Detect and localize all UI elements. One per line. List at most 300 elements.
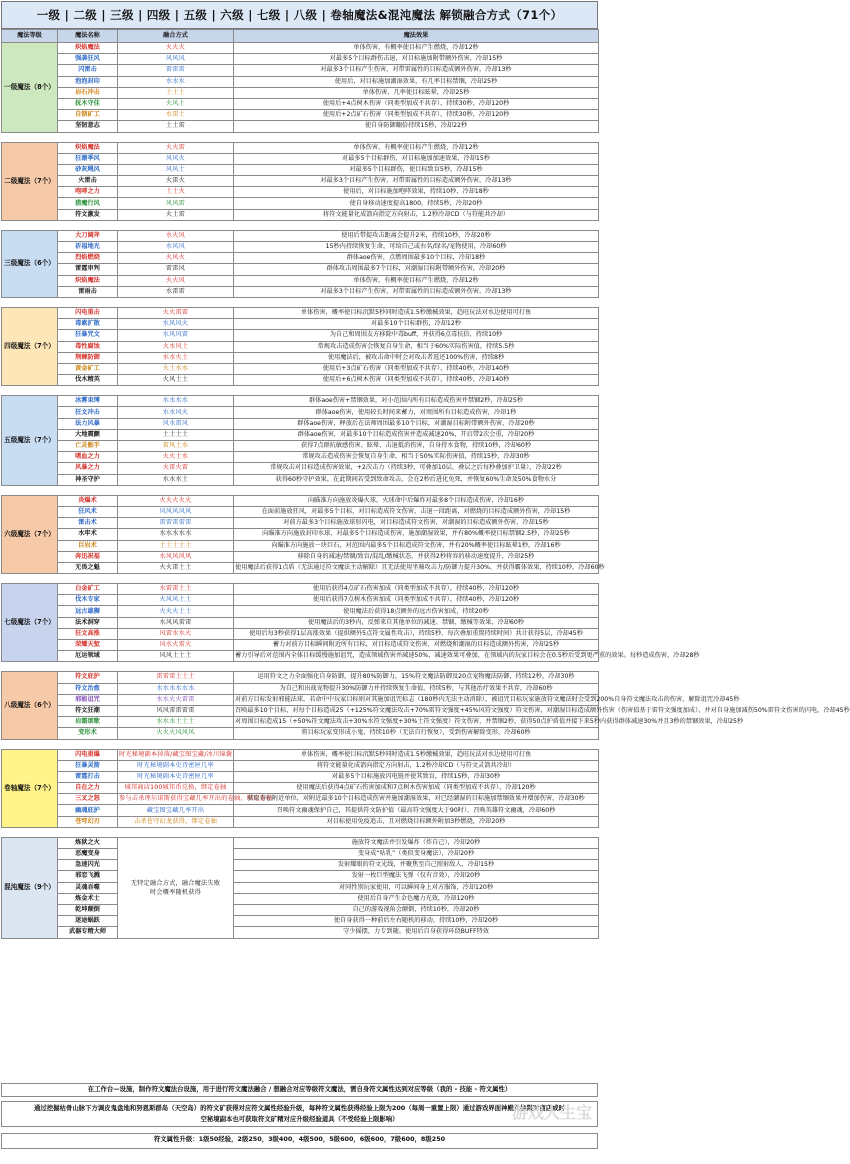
magic-name: 符文治愈: [58, 683, 118, 694]
table-row: [2, 749, 599, 760]
fusion-method: 水风风雷雷: [118, 617, 234, 628]
fusion-method: 雷雷风: [118, 264, 234, 275]
magic-name: 法术洞穿: [58, 617, 118, 628]
magic-effect: 使用魔法后获得18点额外的远古伤害加成，持续20秒: [234, 606, 599, 617]
magic-name: 狂潮季风: [58, 153, 118, 164]
table-row: [2, 319, 599, 330]
magic-name: 狂暴灵箭: [58, 760, 118, 771]
group-label: 混沌魔法（9个）: [2, 837, 58, 938]
magic-effect: 对最多5个目标群伤击退，对目标施加附带额外伤害，冷却15秒: [234, 54, 599, 65]
magic-effect: 获得60秒守护效果，在此期间若受到致命攻击，会在2秒后进化免死，并恢复60%生命及50%食物水分: [234, 474, 599, 485]
fusion-method: 风风火: [118, 153, 234, 164]
group-spacer: [2, 739, 599, 749]
magic-effect: 蓄力对前方目标瞬间附近所有目标，对目标造成符文伤害，对燃烧和潮湿的目标造成额外伤害，冷却25秒: [234, 640, 599, 651]
table-row: [2, 518, 599, 529]
magic-effect: 对周围目标造成15（+50%符文魔法攻击+30%水符文强度+30%土符文强度）符文伤害，并禁锢2秒，获得50点护盾值并接下来5秒内获得群体减速30%并且3秒的禁锢效果，冷却25秒: [234, 717, 599, 728]
magic-name: 恶魔变身: [58, 849, 118, 860]
magic-effect: 使用后带提攻击距离会提升2米，持续10秒，冷却20秒: [234, 230, 599, 241]
fusion-method: 雷雷雷雷雷: [118, 518, 234, 529]
magic-name: 急速闪光: [58, 860, 118, 871]
fusion-method: 水风风火: [118, 319, 234, 330]
table-row: [2, 209, 599, 220]
fusion-method: 雷风土水: [118, 441, 234, 452]
table-row: [2, 463, 599, 474]
magic-effect: 召唤最多10个目标，对每个目标造成25（+125%符文魔法攻击+70%雷符文强度+45%风符文强度）符文伤害，对潮湿目标造成额外伤害（伤害值基于雷符文强度加成），并对自身施加减伤50%雷符文伤害的闪电，冷却45秒: [234, 705, 599, 716]
magic-effect: 单体伤害，概率使目标沉默5秒同时造成1.5秒缴械效果，趋旺玩法对水边使用可打鱼: [234, 307, 599, 318]
table-row: [2, 121, 599, 132]
table-row: [2, 916, 599, 927]
magic-name: 猎魔行风: [58, 198, 118, 209]
fusion-method: 水水火土: [118, 352, 234, 363]
magic-effect: 向瞄准方向施放一块巨石，对范围内最多5个目标造成符文伤害，并有20%概率使目标眩晕1秒，冷却16秒: [234, 540, 599, 551]
magic-name: 巨岩术: [58, 540, 118, 551]
table-row: [2, 683, 599, 694]
magic-name: 白金矿工: [58, 584, 118, 595]
magic-name: 邪能诅咒: [58, 694, 118, 705]
fusion-method: 火火雷土土: [118, 562, 234, 573]
table-row: [2, 286, 599, 297]
magic-name: 远古雄狮: [58, 606, 118, 617]
magic-effect: 运用符文之力全面强化自身防御，提升80%防御力，15%符文魔法防御及20点宠物魔法防御，持续12秒，冷却30秒: [234, 672, 599, 683]
column-header: 魔法名称: [58, 30, 118, 43]
magic-name: 炼金术士: [58, 893, 118, 904]
magic-name: 自锁矿工: [58, 110, 118, 121]
fusion-method: 土土雷: [118, 121, 234, 132]
magic-name: 三叉之怒: [58, 794, 118, 805]
magic-effect: 使自身获得一种前后左右随机的移动，持续10秒，冷却20秒: [234, 916, 599, 927]
table-row: [2, 363, 599, 374]
fusion-method: 火风风土土: [118, 595, 234, 606]
fusion-method: 水雷土: [118, 110, 234, 121]
magic-effect: 使用后+6点树木伤害（同类型加成不共存），持续40秒，冷却140秒: [234, 375, 599, 386]
magic-effect: 为自己和出战宠物提升30%防御力并持续恢复生命值，持续5秒，与其他治疗效果不共存，冷却60秒: [234, 683, 599, 694]
table-row: [2, 860, 599, 871]
spacer-cell: [2, 827, 599, 837]
spacer-cell: [2, 574, 599, 584]
group-spacer: [2, 574, 599, 584]
table-row: [2, 562, 599, 573]
magic-name: 狂文冲击: [58, 407, 118, 418]
magic-name: 抚木守佳: [58, 98, 118, 109]
magic-name: 炽焰魔法: [58, 43, 118, 54]
magic-name: 亡灵骷手: [58, 441, 118, 452]
magic-name: 雷雨击: [58, 286, 118, 297]
fusion-method: 雷雷雷土土土: [118, 672, 234, 683]
magic-name: 神圣守护: [58, 474, 118, 485]
page-title: 一级 | 二级 | 三级 | 四级 | 五级 | 六级 | 七级 | 八级 | 卷轴魔法&混沌魔法 解锁融合方式（71个）: [1, 1, 598, 29]
magic-name: 伐木专家: [58, 595, 118, 606]
spacer-cell: [2, 132, 599, 142]
fusion-method: 火火火风风风: [118, 728, 234, 739]
table-row: [2, 307, 599, 318]
magic-effect: 常规攻击对目标造成伤害效果，+2次击力（持续3秒，可叠加10层，叠层之后每秒叠加护卫量），冷却22秒: [234, 463, 599, 474]
magic-name: 厄运领域: [58, 651, 118, 662]
magic-effect: 移除自身的减速/禁锢/致盲/混乱/缴械状态，并获得2秒将容的移动速度提升，冷却25秒: [234, 551, 599, 562]
magic-name: 灵魂吞噬: [58, 882, 118, 893]
table-row: [2, 452, 599, 463]
fusion-method: 火火火火火: [118, 495, 234, 506]
fusion-method: 水水水: [118, 76, 234, 87]
magic-name: 风暴之力: [58, 463, 118, 474]
magic-name: 苍穹幻刃: [58, 816, 118, 827]
magic-effect: 对前方目标发射邪能法球，若命中中玩家目标则对其施加诅咒标志（180秒内无法主动消除），被诅咒目标玩家施放符文魔法时会受到200%自身符文魔法攻击的伤害，解除诅咒冷却45秒: [234, 694, 599, 705]
spacer-cell: [2, 297, 599, 307]
table-row: [2, 551, 599, 562]
magic-effect: 守少摇摆，力专到随。使用后自身获得环绕BUFF特效: [234, 927, 599, 938]
table-row: [2, 253, 599, 264]
fusion-method: 风风雷: [118, 198, 234, 209]
table-row: [2, 264, 599, 275]
magic-name: 狂文高涨: [58, 628, 118, 639]
group-label: 八级魔法（6个）: [2, 672, 58, 739]
table-row: [2, 65, 599, 76]
magic-effect: 对同性别玩家使用，可以瞬间身上对方服饰，冷却120秒: [234, 882, 599, 893]
group-label: 六级魔法（7个）: [2, 495, 58, 573]
fusion-method: 击杀苍穹幻龙获得，绑定卷轴: [118, 816, 234, 827]
fusion-method: 火雷火雷: [118, 463, 234, 474]
magic-effect: 使用后，对目标施加咆哮效果，持续10秒，冷却18秒: [234, 187, 599, 198]
group-label: 三级魔法（6个）: [2, 230, 58, 297]
fusion-method: 火火土水: [118, 452, 234, 463]
fusion-method: 火雷火: [118, 176, 234, 187]
magic-effect: 使用魔法后，被攻击命中时会对攻击者返还100%伤害，持续8秒: [234, 352, 599, 363]
spacer-cell: [2, 739, 599, 749]
table-row: [2, 407, 599, 418]
magic-table: [1, 29, 850, 939]
magic-name: 炎爆术: [58, 495, 118, 506]
group-spacer: [2, 297, 599, 307]
table-row: [2, 110, 599, 121]
magic-effect: 常规攻击造成伤害会恢复自身生命，相当于50%实际伤害值，持续15秒，冷却30秒: [234, 452, 599, 463]
magic-effect: 单体伤害，有概率使目标产生燃烧，冷却12秒: [234, 43, 599, 54]
table-row: [2, 142, 599, 153]
column-header: 融合方式: [118, 30, 234, 43]
magic-name: 荣耀天堑: [58, 640, 118, 651]
magic-name: 泡泡封印: [58, 76, 118, 87]
table-row: [2, 429, 599, 440]
magic-name: 无畏之魁: [58, 562, 118, 573]
table-row: [2, 617, 599, 628]
magic-name: 法力风暴: [58, 418, 118, 429]
group-label: 一级魔法（8个）: [2, 43, 58, 133]
table-row: [2, 87, 599, 98]
magic-effect: 施放符文魔法并引发爆炸（炸自己），冷却20秒: [234, 837, 599, 848]
magic-name: 炼狱之火: [58, 837, 118, 848]
magic-effect: 对最多5个目标群伤，使目标致盲5秒，冷却15秒: [234, 164, 599, 175]
spacer-cell: [2, 386, 599, 396]
magic-effect: 单体伤害，有概率使目标产生燃烧，冷却12秒: [234, 275, 599, 286]
table-row: [2, 816, 599, 827]
fusion-method: 风风风: [118, 54, 234, 65]
fusion-method: 风风土土土: [118, 651, 234, 662]
table-row: [2, 783, 599, 794]
magic-effect: 对最多3个目标产生伤害，对带雷属性的目标造成额外伤害，冷却13秒: [234, 65, 599, 76]
table-row: [2, 76, 599, 87]
table-row: [2, 43, 599, 54]
table-row: [2, 882, 599, 893]
fusion-method: 火风土土: [118, 375, 234, 386]
fusion-method: 火火雷: [118, 142, 234, 153]
magic-effect: 蓄力引导后对范围内全体目标缓慢施加诅咒，造成领域伤害并减速50%，减速效果可叠加，在领域内的玩家目标会在0.5秒后受到更严重的效果。每秒造成伤害，冷却28秒: [234, 651, 599, 662]
magic-effect: 群体aoe伤害，点燃周围最多10个目标，冷却18秒: [234, 253, 599, 264]
magic-effect: 向瞄准方向施放炎爆火球，火球命中后爆炸对最多8个目标造成伤害，冷却16秒: [234, 495, 599, 506]
magic-name: 冰雾束缚: [58, 396, 118, 407]
fusion-method: 风水雷风: [118, 418, 234, 429]
magic-effect: 使用魔法后的3秒内，反弹来自其他单位的减速、禁锢、缴械等效果，冷却60秒: [234, 617, 599, 628]
group-label: 卷轴魔法（7个）: [2, 749, 58, 827]
group-spacer: [2, 132, 599, 142]
magic-effect: 获得7点群抗敏感伤害、眩晕、击退抵消伤害，自身持水食物，持续10秒，冷却60秒: [234, 441, 599, 452]
fusion-method: 水水火火雷雷: [118, 694, 234, 705]
magic-name: 雷霆打击: [58, 771, 118, 782]
magic-name: 闪电重击: [58, 307, 118, 318]
magic-name: 强袭狂风: [58, 54, 118, 65]
fusion-method: 水水风火: [118, 407, 234, 418]
magic-name: 荆棘防御: [58, 352, 118, 363]
table-row: [2, 694, 599, 705]
magic-name: 大刀阔斧: [58, 230, 118, 241]
spacer-cell: [2, 662, 599, 672]
table-row: [2, 640, 599, 651]
fusion-method: 水雷雷: [118, 286, 234, 297]
fusion-method: 水火风: [118, 230, 234, 241]
table-row: [2, 728, 599, 739]
group-spacer: [2, 485, 599, 495]
group-label: 五级魔法（7个）: [2, 396, 58, 486]
magic-effect: 变身成“咕乳”（类似变身魔法），冷却20秒: [234, 849, 599, 860]
fusion-method: 土土土: [118, 87, 234, 98]
group-label: 四级魔法（7个）: [2, 307, 58, 385]
magic-name: 符文激发: [58, 209, 118, 220]
magic-effect: 向瞄准方向施放封印水球，对最多5个目标造成伤害，施加潮湿效果，并有80%概率使目标禁锢2.5秒，冷却25秒: [234, 529, 599, 540]
group-spacer: [2, 220, 599, 230]
table-row: [2, 871, 599, 882]
magic-effect: 召唤符文幽魂保护自己，其提供符文防护值（最高符文强度大于90时），召唤英雄符文幽魂，冷却60秒: [234, 805, 599, 816]
fusion-method: 时光秘境副本掉落/藏宝图宝藏/冰川锦囊: [118, 749, 234, 760]
footer-line-2: 通过挖掘枯骨山脉下方调皮鬼盘地和努恩斯群岛（天空岛）的符文矿获得对应符文属性经验升级，每种符文属性获得经验上限为200（每周一重置上限）通过游戏界面神殿兑换限时商店或时空秘境副本也可获取符文矿精对应升级经验道具（不受经验上限影响）: [1, 1101, 598, 1127]
fusion-method: 风风雷雷雷雷: [118, 705, 234, 716]
magic-name: 邪恋飞溅: [58, 871, 118, 882]
magic-name: 武器专精大师: [58, 927, 118, 938]
magic-name: 乾坤颠倒: [58, 904, 118, 915]
magic-name: 变形术: [58, 728, 118, 739]
magic-name: 岩石冲击: [58, 87, 118, 98]
magic-effect: 将目标玩家变形成小鬼，持续10秒（无法自行恢复），受到伤害解除变形，冷却60秒: [234, 728, 599, 739]
magic-effect: 对前方最多3个目标施放球形闪电，对目标造成符文伤害，对潮湿的目标造成额外伤害，冷却15秒: [234, 518, 599, 529]
magic-name: 咆哮之力: [58, 187, 118, 198]
magic-effect: 使用魔法后获得1点盾（无法通过符文魔法主动解除）且无法使用坐骑攻击力/防御力提升30%，并获得霸体效果，持续10秒，冷却60秒: [234, 562, 599, 573]
magic-effect: 对最多3个目标产生伤害，对带雷属性的目标造成额外伤害，冷却13秒: [234, 286, 599, 297]
table-row: [2, 904, 599, 915]
magic-name: 炽焰魔法: [58, 142, 118, 153]
column-header: 魔法效果: [234, 30, 599, 43]
magic-name: 奔迅祝福: [58, 551, 118, 562]
magic-name: 闪电重爆: [58, 749, 118, 760]
table-row: [2, 54, 599, 65]
magic-name: 狂暴咒文: [58, 330, 118, 341]
fusion-method: 水风风: [118, 242, 234, 253]
table-row: [2, 794, 599, 805]
magic-name: 炽焰魔法: [58, 275, 118, 286]
magic-effect: 使用后+3点矿石伤害（同类型加成不共存），持续40秒，冷却140秒: [234, 363, 599, 374]
magic-name: 雷霆审判: [58, 264, 118, 275]
fusion-method: 土土土土: [118, 429, 234, 440]
table-row: [2, 164, 599, 175]
magic-effect: 使用后+4点树木伤害（同类型加成不共存），持续30秒，冷却120秒: [234, 98, 599, 109]
table-row: [2, 495, 599, 506]
fusion-method: 水水水水: [118, 396, 234, 407]
magic-effect: 常规攻击造成伤害会恢复自身生命，相当于60%实际伤害值，持续5.5秒: [234, 341, 599, 352]
spacer-cell: [2, 220, 599, 230]
fusion-method: 火火雷雷: [118, 307, 234, 318]
table-row: [2, 705, 599, 716]
fusion-method: 风水火雷火: [118, 640, 234, 651]
table-row: [2, 584, 599, 595]
fusion-method: 火土雷: [118, 209, 234, 220]
fusion-method: 无特定融合方式，融合魔法失败时会概率随机获得: [118, 837, 234, 938]
table-row: [2, 352, 599, 363]
magic-effect: 群体aoe伤害，对最多10个目标造成伤害并造成减速20%，开启带2次会重，冷却20秒: [234, 429, 599, 440]
table-row: [2, 849, 599, 860]
fusion-method: 水风风风风: [118, 551, 234, 562]
magic-name: 伐木精英: [58, 375, 118, 386]
magic-name: 毒素扩散: [58, 319, 118, 330]
fusion-method: 风风土: [118, 164, 234, 175]
fusion-method: 参与击杀理尔诺斯获得宝藏几率开出的卷轴，绑定卷轴: [118, 794, 234, 805]
magic-name: 砂灰飓风: [58, 164, 118, 175]
column-header: 魔法等级: [2, 30, 58, 43]
magic-effect: 使自身移动速度提高1800，持续5秒，冷却20秒: [234, 198, 599, 209]
fusion-method: 藏宝图宝藏几率开出: [118, 805, 234, 816]
table-row: [2, 153, 599, 164]
magic-effect: 15秒内持续恢复生命，可给自己或右名/绿名/宠物使用，冷却60秒: [234, 242, 599, 253]
group-label: 七级魔法（7个）: [2, 584, 58, 662]
magic-effect: 将符文能量化成箭向指定方向射击，1.2秒冷却CD（与符文灵箭共冷却）: [234, 760, 599, 771]
magic-name: 闪雷击: [58, 65, 118, 76]
magic-effect: 将符文能量化成箭向指定方向射击，1.2秒冷却CD（与符能共冷却）: [234, 209, 599, 220]
table-row: [2, 760, 599, 771]
table-row: [2, 230, 599, 241]
table-row: [2, 441, 599, 452]
magic-name: 嗜血之力: [58, 452, 118, 463]
fusion-method: 时光秘境副本史诗密匣几率: [118, 760, 234, 771]
table-row: [2, 837, 599, 848]
fusion-method: 水水水水水: [118, 529, 234, 540]
magic-name: 祈福地光: [58, 242, 118, 253]
magic-effect: 对目标使用免疫追击，且对燃烧目标额外附加3秒燃烧，冷却20秒: [234, 816, 599, 827]
footer-line-1: 在工作台—设施，制作符文魔法台设施，用于进行符文魔法融合 / 想融合对应等级符文魔法，需自身符文属性达到对应等级（我的 - 技能 - 符文属性）: [1, 1083, 598, 1097]
table-row: [2, 672, 599, 683]
table-row: [2, 628, 599, 639]
table-row: [2, 187, 599, 198]
magic-effect: 使用后每3秒获得1层高涨效果（提供额外5点符文属性攻击），持续5秒，每次叠加重置持续时间）共计获得5层，冷却45秒: [234, 628, 599, 639]
magic-name: 大地震颤: [58, 429, 118, 440]
fusion-method: 风雷水水火: [118, 628, 234, 639]
fusion-method: 雷雷雷: [118, 65, 234, 76]
fusion-method: 风风风风风: [118, 506, 234, 517]
fusion-method: 水风风雷: [118, 330, 234, 341]
fusion-method: 火风火: [118, 253, 234, 264]
magic-effect: 获取寄在附近单位，对附近最多10个目标造成伤害并施加潮湿效果，对已经潮湿的目标施加禁锢效果并增加伤害，冷却30秒: [234, 794, 599, 805]
table-row: [2, 595, 599, 606]
magic-name: 符文狂潮: [58, 705, 118, 716]
fusion-method: 火风土: [118, 98, 234, 109]
magic-effect: 群体攻击周围最多7个目标，对潮湿目标附带额外伤害，冷却20秒: [234, 264, 599, 275]
fusion-method: 水雷雷土土: [118, 584, 234, 595]
table-row: [2, 198, 599, 209]
table-row: [2, 176, 599, 187]
table-row: [2, 771, 599, 782]
magic-effect: 单体伤害，有概率使目标产生燃烧，冷却12秒: [234, 142, 599, 153]
magic-name: 迷途蜗跃: [58, 916, 118, 927]
table-row: [2, 651, 599, 662]
fusion-method: 土土火: [118, 187, 234, 198]
magic-name: 自在之力: [58, 783, 118, 794]
magic-effect: 使用后，对目标施加潮湿效果，有几率目标禁锢，冷却25秒: [234, 76, 599, 87]
fusion-method: 水水水土: [118, 474, 234, 485]
fusion-method: 土土土土土: [118, 540, 234, 551]
fusion-method: 水水水土土土: [118, 717, 234, 728]
table-row: [2, 375, 599, 386]
magic-effect: 对最多5个目标施放闪电链并使其致盲，持续15秒，冷却30秒: [234, 771, 599, 782]
fusion-method: 水水水水水水: [118, 683, 234, 694]
magic-name: 狂风术: [58, 506, 118, 517]
footer-line-3: 符文属性升级：1级50经验，2级250，3级400，4级500，5级600，6级600，7级600，8级250: [1, 1133, 598, 1149]
magic-effect: 发射一枚巨型魔法飞弹（仅有音效），冷却20秒: [234, 871, 599, 882]
magic-effect: 群体aoe伤害+禁锢效果，对小范围内所有目标造成伤害并禁锢2秒，冷却25秒: [234, 396, 599, 407]
magic-name: 坚韧意志: [58, 121, 118, 132]
group-spacer: [2, 386, 599, 396]
magic-name: 火雷击: [58, 176, 118, 187]
magic-effect: 使用魔法后获得4点矿石伤害加成和7点树木伤害加成（同类型加成不共存），冷却120秒: [234, 783, 599, 794]
magic-effect: 对最多3个目标产生伤害，对带雷属性的目标造成额外伤害，冷却13秒: [234, 176, 599, 187]
magic-effect: 为自己和周围友方移除中毒buff，并获得6点毒抗倍，持续10秒: [234, 330, 599, 341]
table-row: [2, 893, 599, 904]
table-row: [2, 275, 599, 286]
spacer-cell: [2, 485, 599, 495]
fusion-method: 火火火土土: [118, 606, 234, 617]
table-row: [2, 396, 599, 407]
magic-effect: 单体伤害，概率使目标沉默5秒同时造成1.5秒缴械效果，趋旺玩法对水边使用可打鱼: [234, 749, 599, 760]
magic-effect: 单体伤害，几率使目标眩晕，冷却25秒: [234, 87, 599, 98]
table-row: [2, 606, 599, 617]
table-row: [2, 418, 599, 429]
magic-name: 毒性腐蚀: [58, 341, 118, 352]
magic-effect: 对最多5个目标群伤，对目标施加加速效果，冷却15秒: [234, 153, 599, 164]
magic-effect: 使用后获得7点树木伤害加成（同类型加成不共存），持续40秒，冷却120秒: [234, 595, 599, 606]
magic-effect: 使用后获得4点矿石伤害加成（同类型加成不共存），持续40秒，冷却120秒: [234, 584, 599, 595]
magic-name: 符文庇护: [58, 672, 118, 683]
fusion-method: 火火火: [118, 43, 234, 54]
magic-name: 雷击术: [58, 518, 118, 529]
table-row: [2, 242, 599, 253]
fusion-method: 火火风: [118, 275, 234, 286]
magic-effect: 使自身防御翻倍持续15秒，冷却22秒: [234, 121, 599, 132]
table-row: [2, 341, 599, 352]
table-row: [2, 540, 599, 551]
fusion-method: 时光秘境副本史诗密匣几率: [118, 771, 234, 782]
table-row: [2, 506, 599, 517]
magic-name: 水牢术: [58, 529, 118, 540]
fusion-method: 火水风土: [118, 341, 234, 352]
table-row: [2, 805, 599, 816]
magic-effect: 在面前施放狂风，对最多5个目标，对目标造成符文伤害，击退一段距离，对燃烧的目标造成额外伤害，冷却15秒: [234, 506, 599, 517]
watermark: 游戏人生宝: [511, 1103, 592, 1122]
table-row: [2, 717, 599, 728]
table-row: [2, 474, 599, 485]
magic-effect: 自己的游戏视角会颠倒，持续10秒，冷却20秒: [234, 904, 599, 915]
magic-effect: 对最多10个目标群伤，冷却12秒: [234, 319, 599, 330]
